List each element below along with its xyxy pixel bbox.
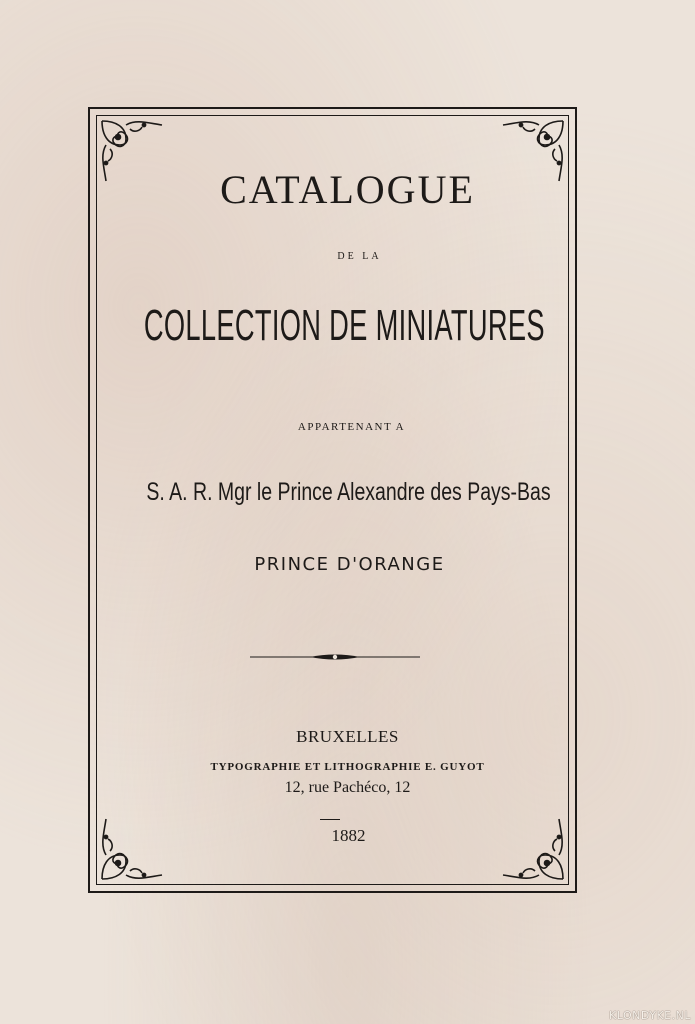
imprint-address: 12, rue Pachéco, 12 [284,779,411,796]
owner-title: PRINCE D'ORANGE [254,554,445,575]
connector-de-la: DE LA [337,251,382,262]
corner-ornament-icon [96,813,168,885]
divider-ornament-icon [250,650,420,664]
imprint-city: BRUXELLES [296,727,399,746]
imprint-year: 1882 [331,826,366,845]
title-collection: COLLECTION DE MINIATURES [143,301,545,350]
appartenant-line: APPARTENANT A [297,421,406,433]
short-rule [320,819,340,820]
corner-ornament-icon [497,813,569,885]
watermark: KLONDYKE.NL [609,1009,691,1022]
title-catalogue: CATALOGUE [220,167,475,212]
imprint-printer: TYPOGRAPHIE ET LITHOGRAPHIE E. GUYOT [210,761,485,773]
owner-name: S. A. R. Mgr le Prince Alexandre des Pays-Bas [146,478,551,506]
